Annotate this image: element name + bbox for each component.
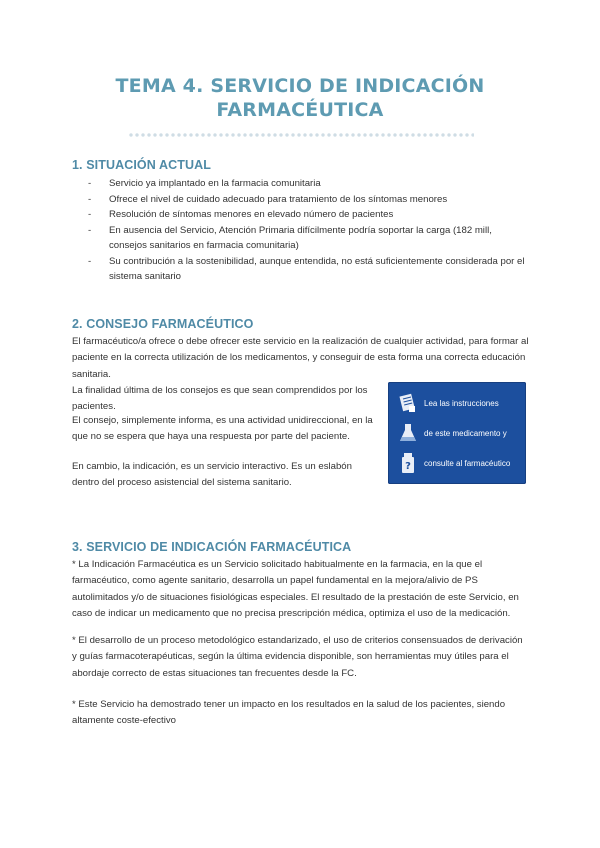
section-2-paragraph-3: El consejo, simplemente informa, es una actividad unidireccional, en la que no se espera que haya una respuesta por parte del paciente. (72, 415, 373, 443)
section-3-paragraph-2: * El desarrollo de un proceso metodológico estandarizado, el uso de criterios consensuados de derivación y guías farmacoterapéuticas, según la última evidencia disponible, son herramientas muy útiles para el abordaje correcto de estas situaciones tan frecuentes desde la FC. (72, 635, 523, 679)
section-3-paragraph-1: * La Indicación Farmacéutica es un Servicio solicitado habitualmente en la farmacia, en la que el farmacéutico, como agente sanitario, desarrolla un papel fundamental en la mejora/alivio de PS autolimitados y/o de situaciones fisiológicas especiales. El resultado de la prestación de este Servicio, en caso de indicar un medicamento que no precisa prescripción médica, optimiza el uso de la medicación. (72, 559, 519, 620)
section-1-bullet-list (88, 176, 528, 285)
flask-icon (398, 422, 418, 444)
list-item: - En ausencia del Servicio, Atención Primaria difícilmente podría soportar la carga (182 mill, consejos sanitarios en farmacia comunitaria) (88, 223, 528, 254)
section-2-paragraph-1: El farmacéutico/a ofrece o debe ofrecer este servicio en la realización de cualquier actividad, para formar al paciente en la correcta utilización de los medicamentos, y conseguir de esta forma una correcta educación sanitaria. (72, 336, 529, 380)
banner-text-2: de este medicamento y (424, 429, 507, 438)
banner-row-instructions (398, 392, 524, 416)
medicine-bottle-icon (398, 452, 418, 474)
banner-text-3: consulte al farmacéutico (424, 459, 511, 468)
leaflet-icon (398, 392, 418, 414)
title-dotted-divider (128, 132, 474, 138)
banner-row-pharmacist (398, 452, 524, 476)
page-title (0, 74, 600, 122)
section-2-heading: 2. CONSEJO FARMACÉUTICO (72, 317, 254, 331)
page-title-line-1: TEMA 4. SERVICIO DE INDICACIÓN (115, 75, 485, 97)
list-item: - Ofrece el nivel de cuidado adecuado para tratamiento de los síntomas menores (88, 192, 528, 208)
list-item: - Su contribución a la sostenibilidad, aunque entendida, no está suficientemente considerada por el sistema sanitario (88, 254, 528, 285)
svg-text:?: ? (405, 461, 411, 472)
list-item: - Servicio ya implantado en la farmacia comunitaria (88, 176, 528, 192)
banner-text-1: Lea las instrucciones (424, 399, 499, 408)
section-1-heading: 1. SITUACIÓN ACTUAL (72, 158, 211, 172)
medicine-info-banner (388, 382, 526, 484)
page-title-line-2: FARMACÉUTICA (216, 99, 384, 121)
section-3-heading: 3. SERVICIO DE INDICACIÓN FARMACÉUTICA (72, 540, 352, 554)
section-2-paragraph-2: La finalidad última de los consejos es que sean comprendidos por los pacientes. (72, 385, 368, 413)
banner-row-medicine (398, 422, 524, 446)
section-2-paragraph-4: En cambio, la indicación, es un servicio interactivo. Es un eslabón dentro del proceso asistencial del sistema sanitario. (72, 461, 352, 489)
section-3-paragraph-3: * Este Servicio ha demostrado tener un impacto en los resultados en la salud de los pacientes, siendo altamente coste-efectivo (72, 699, 506, 727)
list-item: - Resolución de síntomas menores en elevado número de pacientes (88, 207, 528, 223)
